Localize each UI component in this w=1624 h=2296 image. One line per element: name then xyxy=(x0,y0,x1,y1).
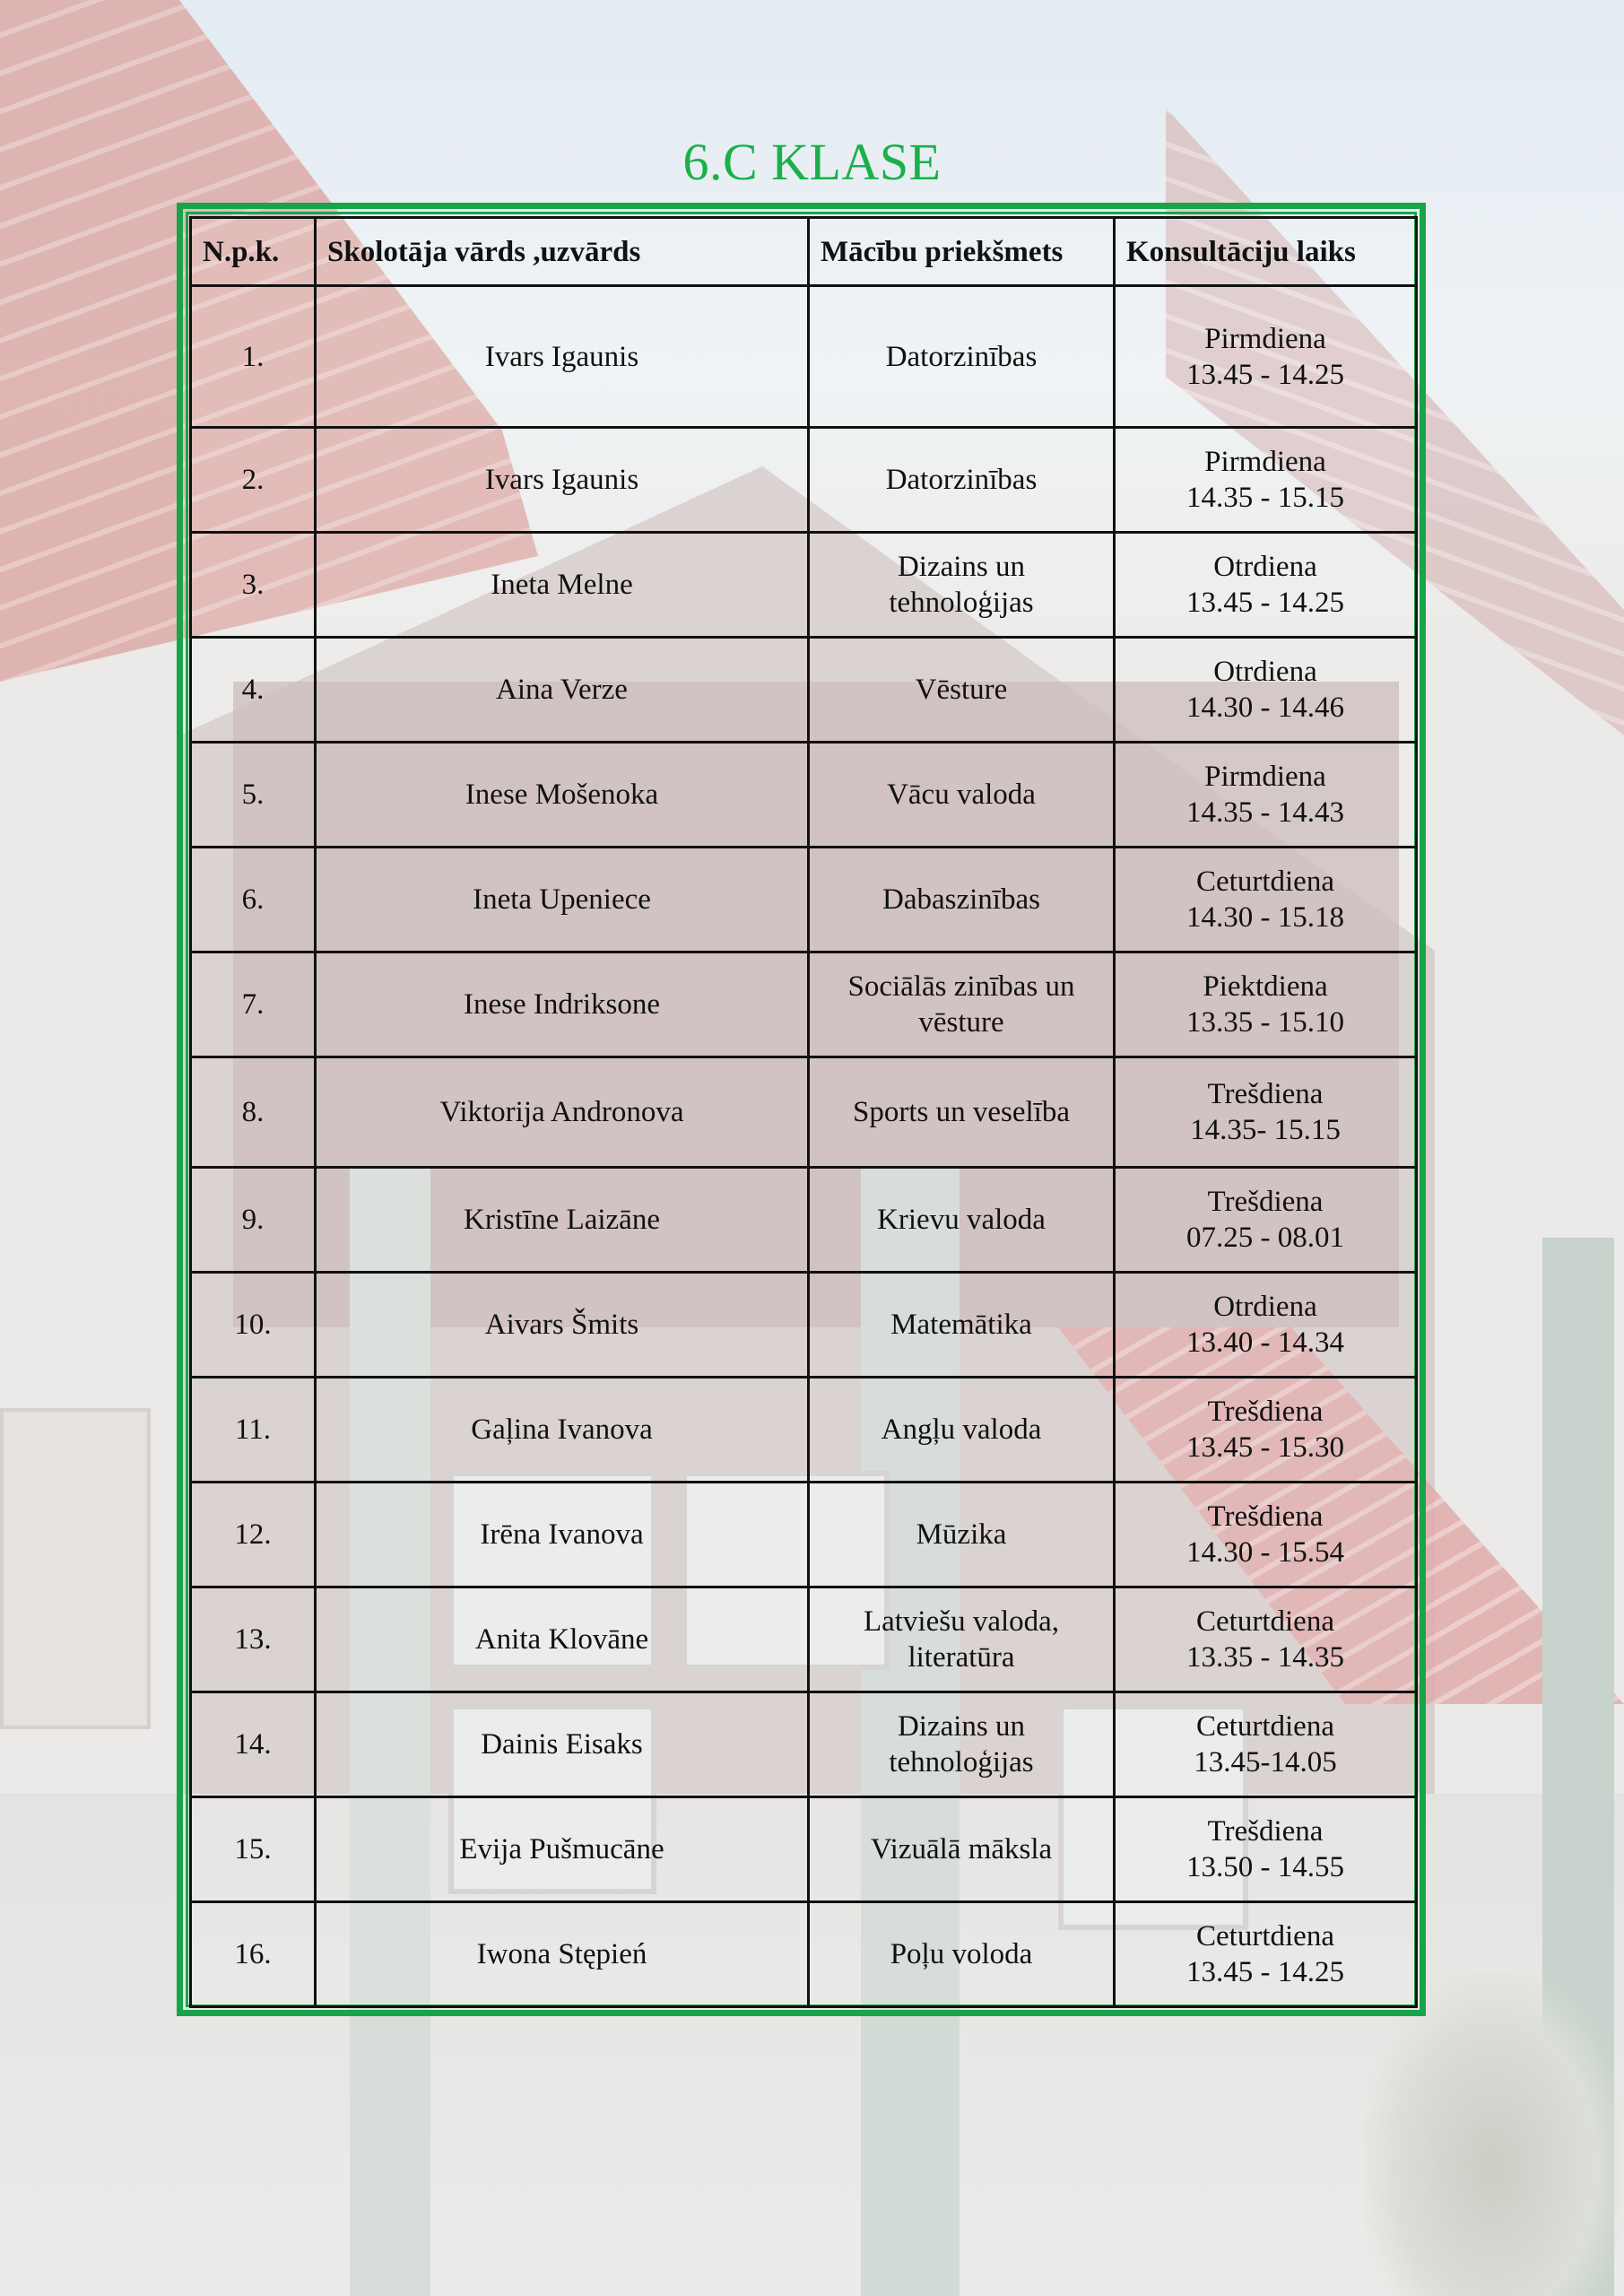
consultation-day: Pirmdiena xyxy=(1204,446,1326,478)
subject-line-2: tehnoloģijas xyxy=(889,587,1034,619)
consultation-day: Trešdiena xyxy=(1207,1186,1324,1218)
background-tree xyxy=(1363,1973,1624,2296)
cell-teacher xyxy=(316,1483,809,1587)
cell-consultation-time xyxy=(1115,1378,1417,1483)
cell-consultation-time xyxy=(1115,1902,1417,2007)
subject-line-1: Dizains un xyxy=(897,551,1026,583)
subject-line-1: Mūzika xyxy=(916,1518,1007,1551)
teacher-name: Kristīne Laizāne xyxy=(464,1204,660,1236)
subject-line-1: Datorzinības xyxy=(885,340,1038,373)
consultation-day: Piektdiena xyxy=(1203,970,1328,1003)
subject-line-1: Dizains un xyxy=(897,1710,1026,1743)
subject-line-1: Poļu voloda xyxy=(890,1938,1033,1970)
table-row xyxy=(191,743,1417,848)
table-row xyxy=(191,1057,1417,1168)
row-number: 6. xyxy=(241,883,265,916)
teacher-name: Iwona Stępień xyxy=(476,1938,647,1970)
cell-teacher xyxy=(316,1902,809,2007)
row-number: 12. xyxy=(234,1518,272,1551)
header-number: N.p.k. xyxy=(191,218,316,286)
cell-consultation-time xyxy=(1115,1692,1417,1797)
cell-number xyxy=(191,952,316,1057)
row-number: 14. xyxy=(234,1728,272,1761)
consultation-day: Ceturtdiena xyxy=(1196,1710,1334,1743)
teacher-name: Anita Klovāne xyxy=(474,1623,649,1656)
table-row xyxy=(191,533,1417,638)
consultation-day: Ceturtdiena xyxy=(1196,865,1334,898)
table-row xyxy=(191,952,1417,1057)
cell-number xyxy=(191,638,316,743)
teacher-name: Inese Indriksone xyxy=(463,988,660,1021)
consultation-hours: 13.45 - 15.30 xyxy=(1186,1431,1344,1464)
row-number: 4. xyxy=(241,674,265,706)
background-plaque xyxy=(0,1408,151,1729)
row-number: 16. xyxy=(234,1938,272,1970)
cell-consultation-time xyxy=(1115,1168,1417,1273)
cell-consultation-time xyxy=(1115,848,1417,952)
cell-subject xyxy=(809,1057,1115,1168)
subject-line-1: Matemātika xyxy=(890,1309,1032,1341)
table-body xyxy=(191,286,1417,2007)
header-subject: Mācību priekšmets xyxy=(809,218,1115,286)
table-row xyxy=(191,1902,1417,2007)
consultation-day: Trešdiena xyxy=(1207,1078,1324,1110)
consultation-hours: 13.45 - 14.25 xyxy=(1186,587,1344,619)
cell-number xyxy=(191,743,316,848)
cell-subject xyxy=(809,743,1115,848)
table-row xyxy=(191,428,1417,533)
cell-subject xyxy=(809,1168,1115,1273)
cell-subject xyxy=(809,638,1115,743)
row-number: 7. xyxy=(241,988,265,1021)
subject-line-2: vēsture xyxy=(918,1006,1004,1039)
teacher-name: Inese Mošenoka xyxy=(465,778,659,811)
subject-line-1: Vācu valoda xyxy=(887,778,1036,811)
consultation-hours: 14.35 - 14.43 xyxy=(1186,796,1344,829)
subject-line-2: literatūra xyxy=(908,1641,1015,1674)
teacher-name: Viktorija Andronova xyxy=(439,1096,684,1128)
cell-number xyxy=(191,286,316,428)
cell-subject xyxy=(809,1692,1115,1797)
table-row xyxy=(191,1797,1417,1902)
consultation-hours: 13.35 - 15.10 xyxy=(1186,1006,1344,1039)
row-number: 5. xyxy=(241,778,265,811)
subject-line-1: Angļu valoda xyxy=(881,1413,1042,1446)
consultation-day: Otrdiena xyxy=(1213,551,1317,583)
header-teacher: Skolotāja vārds ,uzvārds xyxy=(316,218,809,286)
consultation-day: Pirmdiena xyxy=(1204,761,1326,793)
cell-consultation-time xyxy=(1115,533,1417,638)
cell-consultation-time xyxy=(1115,1273,1417,1378)
table-header-row xyxy=(191,218,1417,286)
cell-consultation-time xyxy=(1115,952,1417,1057)
cell-number xyxy=(191,1057,316,1168)
table-row xyxy=(191,1587,1417,1692)
cell-number xyxy=(191,1378,316,1483)
consultation-hours: 13.45 - 14.25 xyxy=(1186,358,1344,391)
teacher-name: Evija Pušmucāne xyxy=(459,1833,664,1866)
cell-teacher xyxy=(316,848,809,952)
cell-consultation-time xyxy=(1115,1483,1417,1587)
cell-teacher xyxy=(316,533,809,638)
subject-line-1: Vēsture xyxy=(915,674,1008,706)
teacher-name: Dainis Eisaks xyxy=(481,1728,643,1761)
cell-subject xyxy=(809,1902,1115,2007)
cell-number xyxy=(191,1902,316,2007)
teacher-name: Ineta Melne xyxy=(491,569,633,601)
cell-subject xyxy=(809,848,1115,952)
cell-subject xyxy=(809,952,1115,1057)
consultation-hours: 14.35- 15.15 xyxy=(1190,1114,1341,1146)
cell-consultation-time xyxy=(1115,743,1417,848)
table-row xyxy=(191,1378,1417,1483)
consultation-day: Ceturtdiena xyxy=(1196,1920,1334,1952)
cell-consultation-time xyxy=(1115,428,1417,533)
subject-line-1: Sports un veselība xyxy=(853,1096,1070,1128)
cell-teacher xyxy=(316,286,809,428)
subject-line-1: Vizuālā māksla xyxy=(870,1833,1053,1866)
consultation-hours: 14.30 - 15.18 xyxy=(1186,901,1344,934)
consultation-hours: 14.30 - 15.54 xyxy=(1186,1536,1344,1569)
cell-number xyxy=(191,1587,316,1692)
consultation-hours: 13.45-14.05 xyxy=(1194,1746,1337,1779)
cell-number xyxy=(191,1483,316,1587)
cell-subject xyxy=(809,1797,1115,1902)
teacher-name: Ineta Upeniece xyxy=(473,883,651,916)
cell-consultation-time xyxy=(1115,1587,1417,1692)
cell-number xyxy=(191,1273,316,1378)
cell-consultation-time xyxy=(1115,638,1417,743)
cell-subject xyxy=(809,1483,1115,1587)
cell-number xyxy=(191,1797,316,1902)
row-number: 15. xyxy=(234,1833,272,1866)
subject-line-1: Krievu valoda xyxy=(877,1204,1046,1236)
row-number: 9. xyxy=(241,1204,265,1236)
cell-subject xyxy=(809,428,1115,533)
cell-teacher xyxy=(316,1692,809,1797)
consultation-day: Pirmdiena xyxy=(1204,322,1326,355)
teacher-name: Aivars Šmits xyxy=(484,1309,639,1341)
cell-number xyxy=(191,428,316,533)
schedule-table-frame xyxy=(177,203,1426,2016)
row-number: 11. xyxy=(234,1413,272,1446)
subject-line-2: tehnoloģijas xyxy=(889,1746,1034,1779)
cell-subject xyxy=(809,1273,1115,1378)
cell-teacher xyxy=(316,1057,809,1168)
teacher-name: Ivars Igaunis xyxy=(484,464,639,496)
consultation-day: Otrdiena xyxy=(1213,656,1317,688)
page-title: 6.C KLASE xyxy=(682,133,942,191)
consultation-day: Trešdiena xyxy=(1207,1396,1324,1428)
table-row xyxy=(191,1168,1417,1273)
row-number: 13. xyxy=(234,1623,272,1656)
subject-line-1: Dabaszinības xyxy=(882,883,1040,916)
cell-teacher xyxy=(316,1273,809,1378)
cell-teacher xyxy=(316,743,809,848)
cell-consultation-time xyxy=(1115,286,1417,428)
table-row xyxy=(191,638,1417,743)
consultation-day: Ceturtdiena xyxy=(1196,1605,1334,1638)
consultation-hours: 14.35 - 15.15 xyxy=(1186,482,1344,514)
consultation-day: Trešdiena xyxy=(1207,1815,1324,1848)
cell-teacher xyxy=(316,638,809,743)
cell-subject xyxy=(809,533,1115,638)
cell-subject xyxy=(809,1587,1115,1692)
consultation-hours: 13.40 - 14.34 xyxy=(1186,1326,1344,1359)
cell-number xyxy=(191,848,316,952)
cell-subject xyxy=(809,286,1115,428)
table-row xyxy=(191,1483,1417,1587)
teacher-name: Irēna Ivanova xyxy=(480,1518,644,1551)
consultation-hours: 13.50 - 14.55 xyxy=(1186,1851,1344,1883)
cell-teacher xyxy=(316,428,809,533)
consultation-schedule-table xyxy=(189,216,1418,2008)
row-number: 10. xyxy=(234,1309,272,1341)
cell-teacher xyxy=(316,952,809,1057)
teacher-name: Ivars Igaunis xyxy=(484,340,639,373)
table-row xyxy=(191,1273,1417,1378)
row-number: 3. xyxy=(241,569,265,601)
consultation-day: Trešdiena xyxy=(1207,1500,1324,1533)
subject-line-1: Datorzinības xyxy=(885,464,1038,496)
header-consultation-time: Konsultāciju laiks xyxy=(1115,218,1417,286)
consultation-day: Otrdiena xyxy=(1213,1291,1317,1323)
cell-teacher xyxy=(316,1587,809,1692)
cell-number xyxy=(191,1168,316,1273)
subject-line-1: Latviešu valoda, xyxy=(863,1605,1060,1638)
row-number: 2. xyxy=(241,464,265,496)
teacher-name: Gaļina Ivanova xyxy=(471,1413,653,1446)
consultation-hours: 13.45 - 14.25 xyxy=(1186,1956,1344,1988)
cell-teacher xyxy=(316,1378,809,1483)
consultation-hours: 13.35 - 14.35 xyxy=(1186,1641,1344,1674)
cell-teacher xyxy=(316,1168,809,1273)
row-number: 1. xyxy=(241,340,265,373)
cell-teacher xyxy=(316,1797,809,1902)
table-row xyxy=(191,848,1417,952)
table-row xyxy=(191,1692,1417,1797)
row-number: 8. xyxy=(241,1096,265,1128)
cell-number xyxy=(191,533,316,638)
cell-subject xyxy=(809,1378,1115,1483)
consultation-hours: 07.25 - 08.01 xyxy=(1186,1222,1344,1254)
teacher-name: Aina Verze xyxy=(496,674,628,706)
consultation-hours: 14.30 - 14.46 xyxy=(1186,691,1344,724)
table-row xyxy=(191,286,1417,428)
cell-number xyxy=(191,1692,316,1797)
subject-line-1: Sociālās zinības un xyxy=(847,970,1075,1003)
cell-consultation-time xyxy=(1115,1797,1417,1902)
cell-consultation-time xyxy=(1115,1057,1417,1168)
